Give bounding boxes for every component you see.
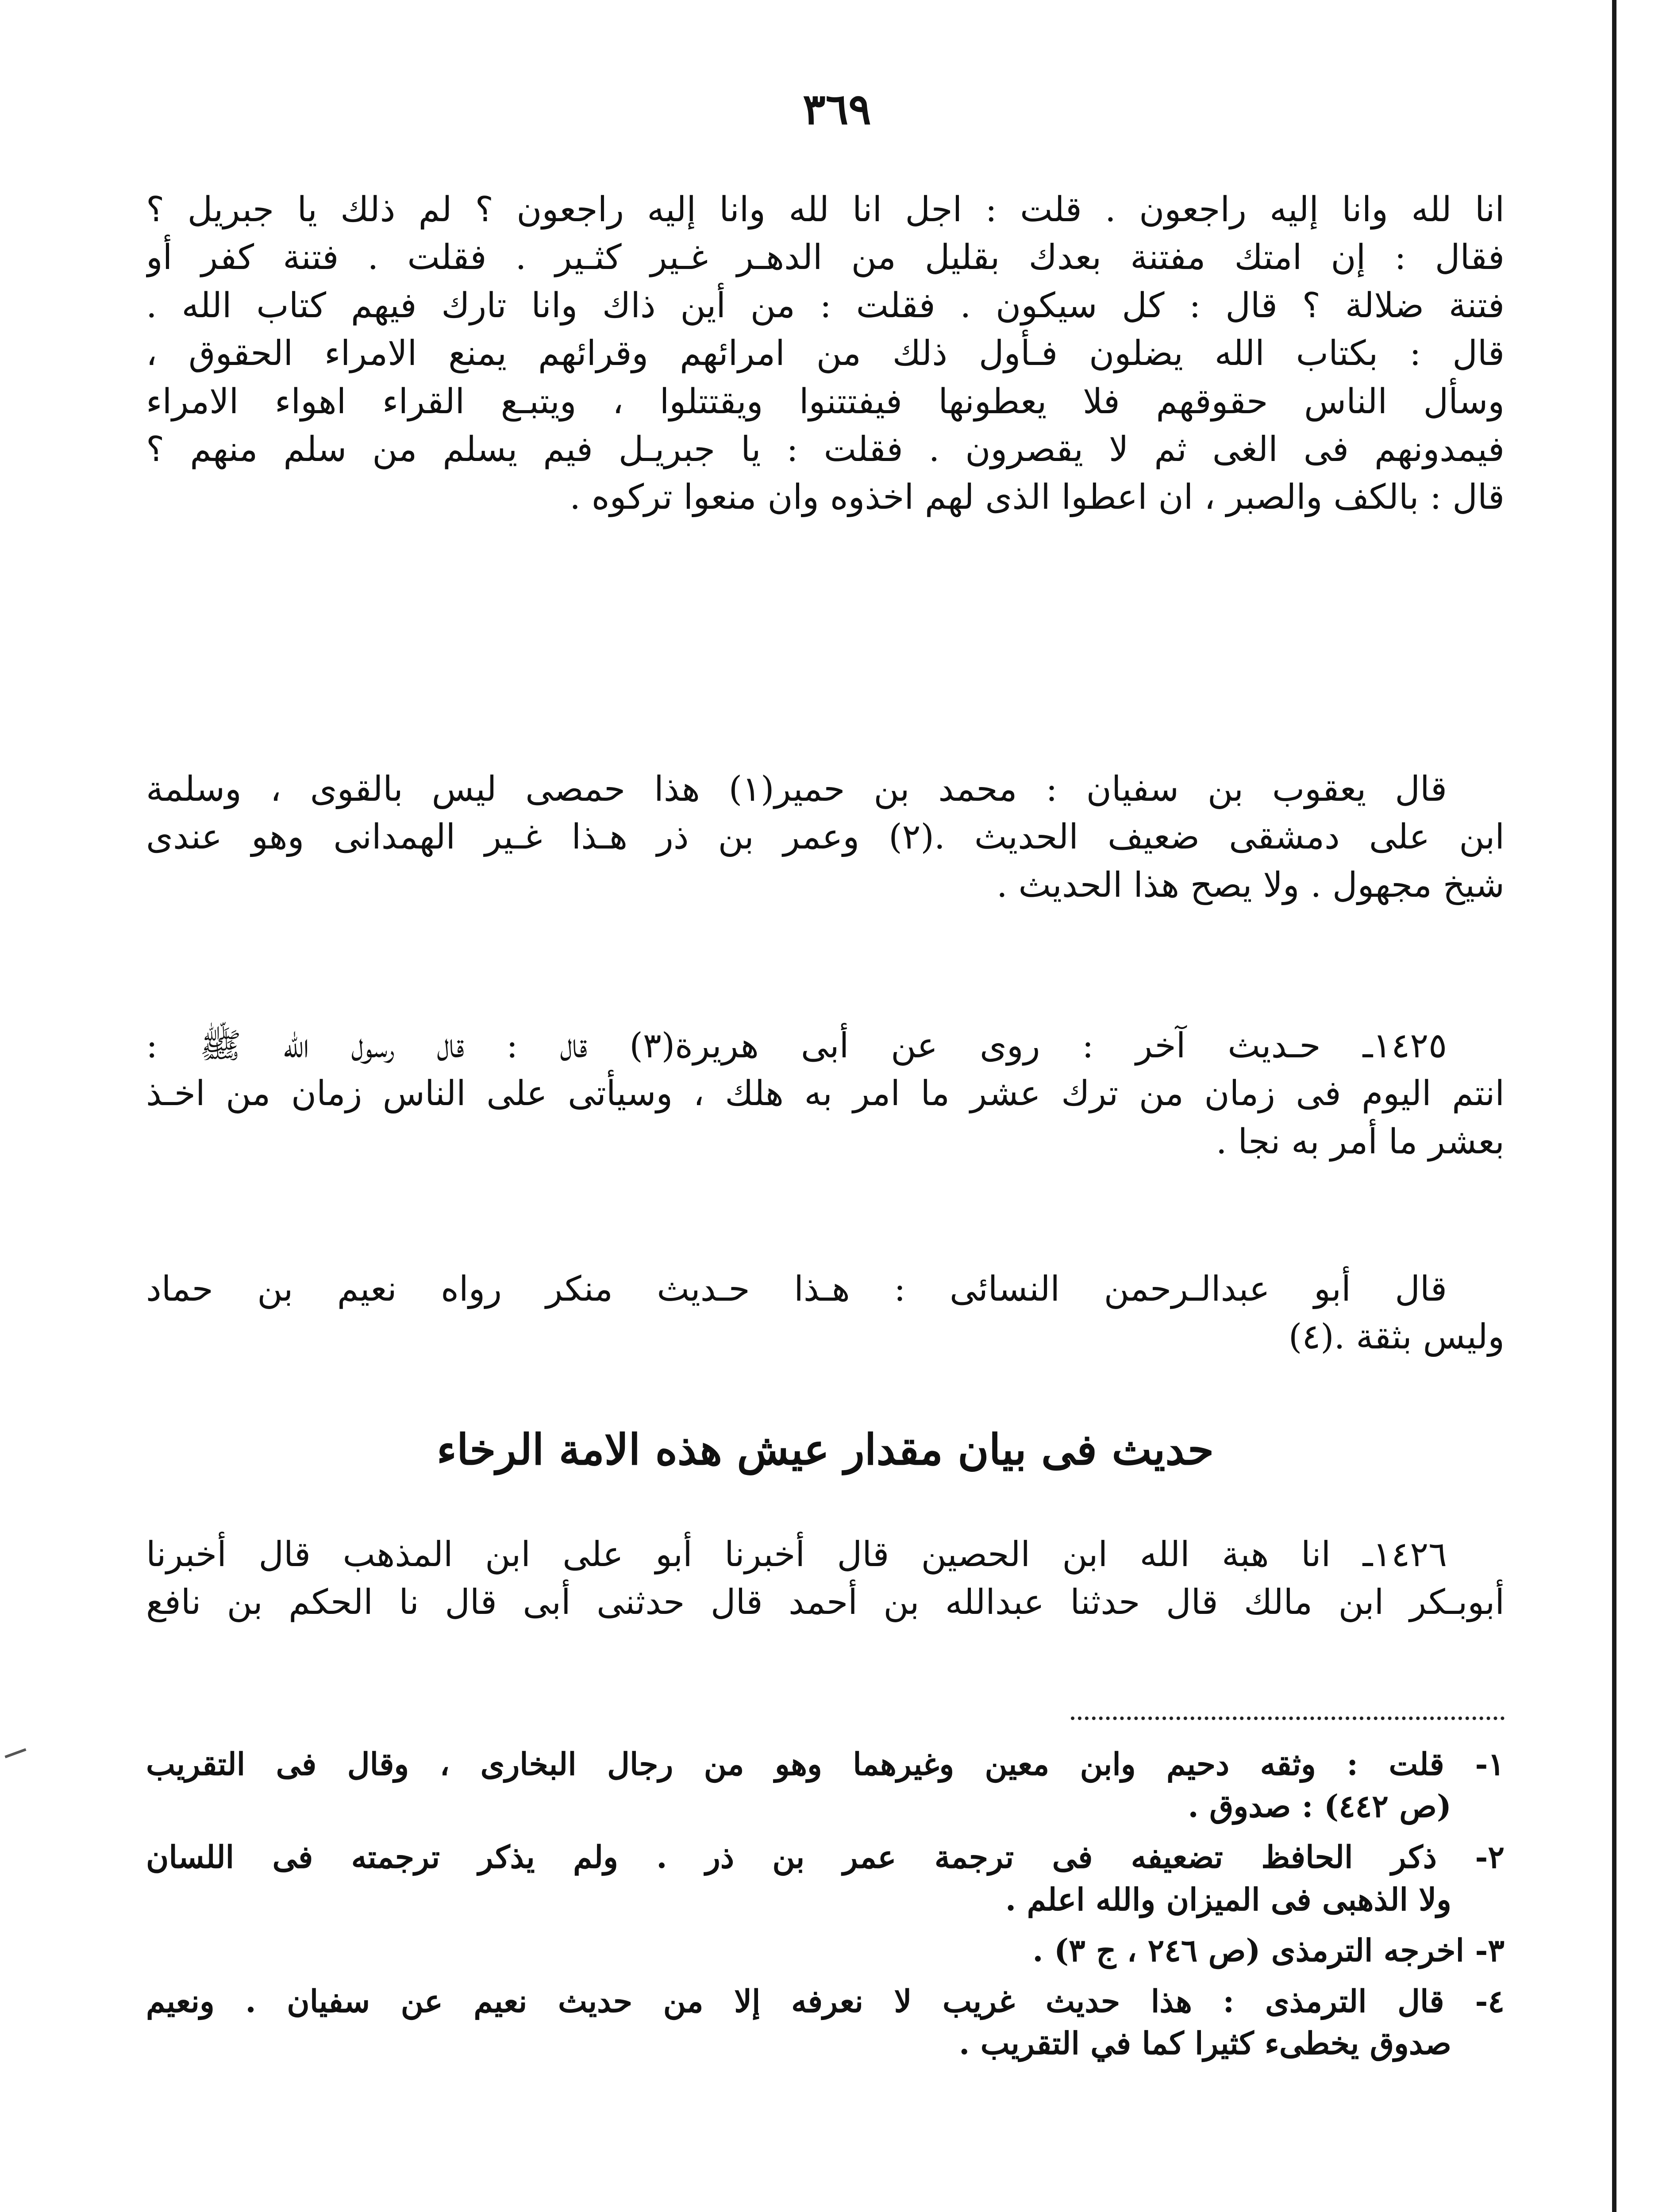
footnote-text: ذكر الحافظ تضعيفه فى ترجمة عمر بن ذر . ولم يذكر ترجمته فى اللسان [146, 1839, 1437, 1876]
footnotes [146, 1743, 1505, 2073]
text-line: شيخ مجهول . ولا يصح هذا الحديث . [996, 865, 1505, 905]
text-line: ١٤٢٥ـ حـديث آخر : روى عن أبى هريرة(٣) قال : قال رسول الله ﷺ : [146, 1026, 1447, 1066]
text-line: وليس بثقة .(٤) [1288, 1317, 1505, 1357]
paragraph-1 [146, 186, 1505, 522]
paragraph-2 [146, 765, 1505, 909]
footnote-text: اخرجه الترمذى (ص ٢٤٦ ، ج ٣) . [1032, 1932, 1464, 1969]
paragraph-5-hadith-1426 [146, 1531, 1505, 1627]
footnote-4 [146, 1980, 1505, 2064]
text-line: أبوبـكر ابن مالك قال حدثنا عبدالله بن أحمد قال حدثنى أبى قال نا الحكم بن نافع [146, 1582, 1505, 1623]
footnote-3 [146, 1929, 1505, 1971]
text-line: ١٤٢٦ـ انا هبة الله ابن الحصين قال أخبرنا أبو على ابن المذهب قال أخبرنا [146, 1535, 1447, 1575]
page-number: ٣٦٩ [803, 84, 871, 134]
footnote-line [146, 1980, 1505, 2022]
text-line: ابن على دمشقى ضعيف الحديث .(٢) وعمر بن ذر هـذا غـير الهمدانى وهو عندى [146, 817, 1505, 857]
page-edge-rule [1612, 0, 1616, 2212]
text-line: قال : بالكف والصبر ، ان اعطوا الذى لهم اخذوه وان منعوا تركوه . [570, 477, 1505, 518]
footnote-marker: ٢- [1475, 1839, 1505, 1876]
text-line: قال يعقوب بن سفيان : محمد بن حمير(١) هذا حمصى ليس بالقوى ، وسلمة [146, 769, 1447, 809]
text-line: بعشر ما أمر به نجا . [1216, 1121, 1505, 1162]
footnote-marker: ٣- [1475, 1932, 1505, 1969]
footnote-line: (ص ٤٤٢) : صدوق . [1188, 1788, 1451, 1825]
text-line: فتنة ضلالة ؟ قال : كل سيكون . فقلت : من أين ذاك وانا تارك فيهم كتاب الله . [146, 285, 1505, 326]
footnote-line [146, 1929, 1505, 1971]
text-line: قال أبو عبدالـرحمن النسائى : هـذا حـديث منكر رواه نعيم بن حماد [146, 1269, 1447, 1309]
footnote-line [146, 1836, 1505, 1878]
text-line: انتم اليوم فى زمان من ترك عشر ما امر به هلك ، وسيأتى على الناس زمان من اخـذ [146, 1074, 1505, 1114]
footnote-separator [1071, 1717, 1505, 1720]
footnote-line [146, 1743, 1505, 1785]
footnote-text: قلت : وثقه دحيم وابن معين وغيرهما وهو من رجال البخارى ، وقال فى التقريب [146, 1746, 1444, 1782]
text-line: وسأل الناس حقوقهم فلا يعطونها فيفتتنوا ويقتتلوا ، ويتبـع القراء اهواء الامراء [146, 381, 1505, 422]
footnote-text: قال الترمذى : هذا حديث غريب لا نعرفه إلا من حديث نعيم عن سفيان . ونعيم [146, 1982, 1444, 2020]
footnote-marker: ١- [1475, 1746, 1505, 1782]
margin-mark [4, 1748, 26, 1759]
footnote-line: صدوق يخطىء كثيرا كما في التقريب . [959, 2025, 1451, 2062]
text-line: فيمدونهم فى الغى ثم لا يقصرون . فقلت : يا جبريـل فيم يسلم من سلم منهم ؟ [146, 430, 1505, 470]
section-heading: حديث فى بيان مقدار عيش هذه الامة الرخاء [436, 1425, 1214, 1475]
footnote-1 [146, 1743, 1505, 1827]
footnote-marker: ٤- [1475, 1982, 1505, 2020]
text-line: قال : بكتاب الله يضلون فـأول ذلك من امرائهم وقرائهم يمنع الامراء الحقوق ، [146, 334, 1505, 374]
footnote-2 [146, 1836, 1505, 1920]
footnote-line: ولا الذهبى فى الميزان والله اعلم . [1005, 1881, 1451, 1918]
paragraph-3-hadith-1425 [146, 1022, 1505, 1166]
text-line: فقال : إن امتك مفتنة بعدك بقليل من الدهـر غـير كثـير . فقلت . فتنة كفر أو [146, 238, 1505, 278]
paragraph-4 [146, 1265, 1505, 1361]
text-line: انا لله وانا إليه راجعون . قلت : اجل انا لله وانا إليه راجعون ؟ لم ذلك يا جبريل ؟ [146, 190, 1505, 230]
